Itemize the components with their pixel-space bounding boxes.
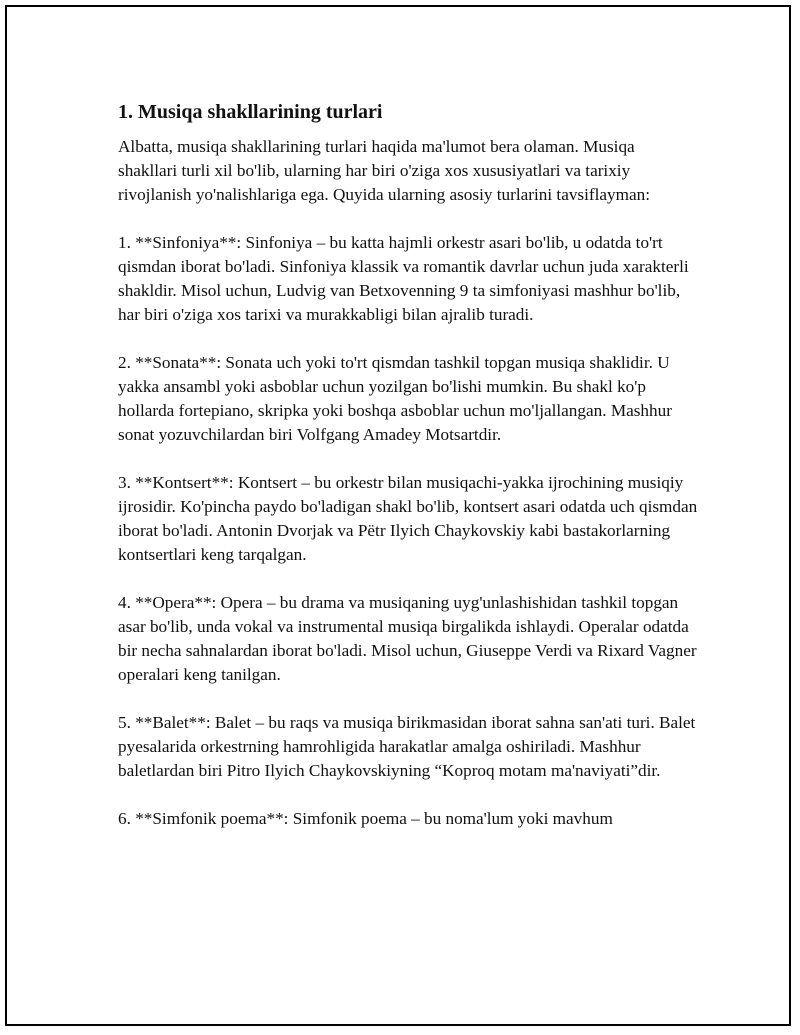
document-page bbox=[5, 5, 791, 1026]
paragraph-simfonik-poema: 6. **Simfonik poema**: Simfonik poema – bu noma'lum yoki mavhum bbox=[118, 809, 613, 828]
paragraph-sonata: 2. **Sonata**: Sonata uch yoki to'rt qismdan tashkil topgan musiqa shaklidir. U yakka ansambl yoki asboblar uchun yozilgan bo'lishi mumkin. Bu shakl ko'p hollarda fortepiano, skripka yoki boshqa asboblar uchun mo'ljallangan. Mashhur sonat yozuvchilardan biri Volfgang Amadey Motsartdir. bbox=[118, 353, 672, 444]
intro-paragraph: Albatta, musiqa shakllarining turlari haqida ma'lumot bera olaman. Musiqa shakllari turli xil bo'lib, ularning har biri o'ziga xos xususiyatlari va tarixiy rivojlanish yo'nalishlariga ega. Quyida ularning asosiy turlarini tavsiflayman: bbox=[118, 137, 650, 204]
paragraph-sinfoniya: 1. **Sinfoniya**: Sinfoniya – bu katta hajmli orkestr asari bo'lib, u odatda to'rt qismdan iborat bo'ladi. Sinfoniya klassik va romantik davrlar uchun juda xarakterli shakldir. Misol uchun, Ludvig van Betxovenning 9 ta simfoniyasi mashhur bo'lib, har biri o'ziga xos tarixi va murakkabligi bilan ajralib turadi. bbox=[118, 233, 689, 324]
document-content bbox=[118, 99, 698, 855]
paragraph-opera: 4. **Opera**: Opera – bu drama va musiqaning uyg'unlashishidan tashkil topgan asar bo'lib, unda vokal va instrumental musiqa birgalikda ishlaydi. Operalar odatda bir necha sahnalardan iborat bo'ladi. Misol uchun, Giuseppe Verdi va Rixard Vagner operalari keng tanilgan. bbox=[118, 593, 697, 684]
paragraph-kontsert: 3. **Kontsert**: Kontsert – bu orkestr bilan musiqachi-yakka ijrochining musiqiy ijrosidir. Ko'pincha paydo bo'ladigan shakl bo'lib, kontsert asari odatda uch qismdan iborat bo'ladi. Antonin Dvorjak va Pëtr Ilyich Chaykovskiy kabi bastakorlarning kontsertlari keng tarqalgan. bbox=[118, 473, 698, 564]
paragraph-balet: 5. **Balet**: Balet – bu raqs va musiqa birikmasidan iborat sahna san'ati turi. Balet pyesalarida orkestrning hamrohligida harakatlar amalga oshiriladi. Mashhur baletlardan biri Pitro Ilyich Chaykovskiyning “Koproq motam ma'naviyati”dir. bbox=[118, 713, 696, 780]
section-heading: 1. Musiqa shakllarining turlari bbox=[118, 101, 383, 123]
